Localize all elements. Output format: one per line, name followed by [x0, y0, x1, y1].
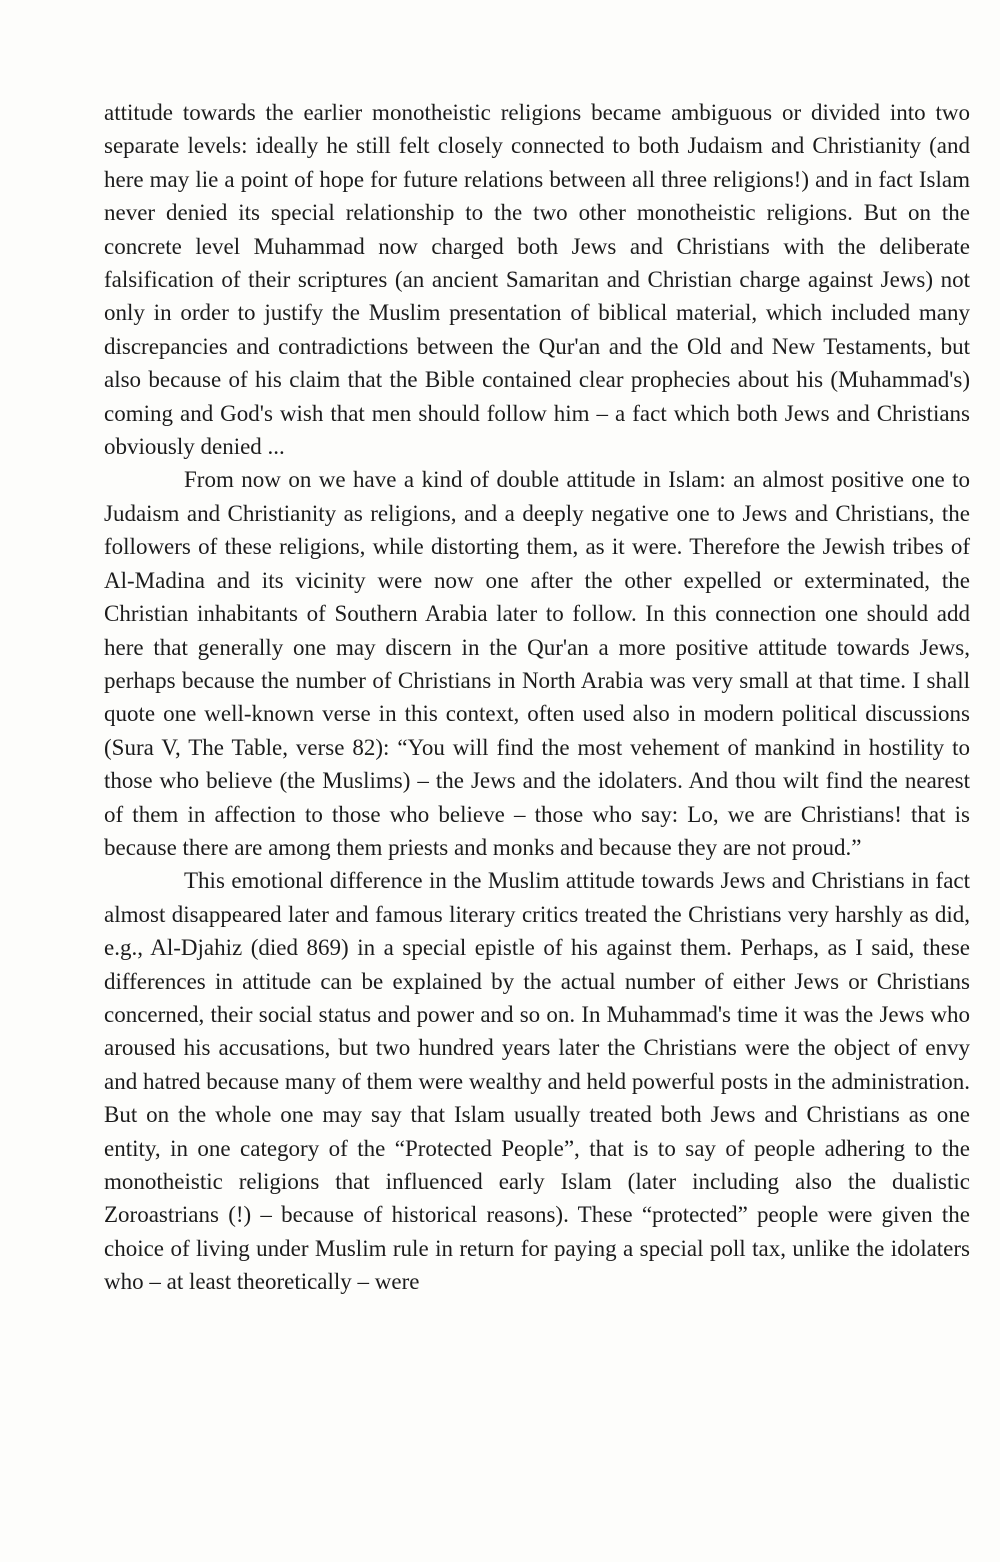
body-text — [104, 96, 970, 1299]
paragraph-2: From now on we have a kind of double attitude in Islam: an almost positive one to Judaism and Christianity as religions, and a deeply negative one to Jews and Christians, the followers of these religions, while distorting them, as it were. Therefore the Jewish tribes of Al-Madina and its vicinity were now one after the other expelled or exterminated, the Christian inhabitants of Southern Arabia later to follow. In this connection one should add here that generally one may discern in the Qur'an a more positive attitude towards Jews, perhaps because the number of Christians in North Arabia was very small at that time. I shall quote one well-known verse in this context, often used also in modern political discussions (Sura V, The Table, verse 82): “You will find the most vehement of mankind in hostility to those who believe (the Muslims) – the Jews and the idolaters. And thou wilt find the nearest of them in affection to those who believe – those who say: Lo, we are Christians! that is because there are among them priests and monks and because they are not proud.” — [104, 467, 970, 860]
paragraph-3: This emotional difference in the Muslim attitude towards Jews and Christians in fact almost disappeared later and famous literary critics treated the Christians very harshly as did, e.g., Al-Djahiz (died 869) in a special epistle of his against them. Perhaps, as I said, these differences in attitude can be explained by the actual number of either Jews or Christians concerned, their social status and power and so on. In Muhammad's time it was the Jews who aroused his accusations, but two hundred years later the Christians were the object of envy and hatred because many of them were wealthy and held powerful posts in the administration. But on the whole one may say that Islam usually treated both Jews and Christians as one entity, in one category of the “Protected People”, that is to say of people adhering to the monotheistic religions that influenced early Islam (later including also the dualistic Zoroastrians (!) – because of historical reasons). These “protected” people were given the choice of living under Muslim rule in return for paying a special poll tax, unlike the idolaters who – at least theoretically – were — [104, 868, 970, 1295]
paragraph-1: attitude towards the earlier monotheistic religions became ambiguous or divided into two separate levels: ideally he still felt closely connected to both Judaism and Christianity (and here may lie a point of hope for future relations between all three religions!) and in fact Islam never denied its special relationship to the two other monotheistic religions. But on the concrete level Muhammad now charged both Jews and Christians with the deliberate falsification of their scriptures (an ancient Samaritan and Christian charge against Jews) not only in order to justify the Muslim presentation of biblical material, which included many discrepancies and contradictions between the Qur'an and the Old and New Testaments, but also because of his claim that the Bible contained clear prophecies about his (Muhammad's) coming and God's wish that men should follow him – a fact which both Jews and Christians obviously denied ... — [104, 100, 970, 460]
